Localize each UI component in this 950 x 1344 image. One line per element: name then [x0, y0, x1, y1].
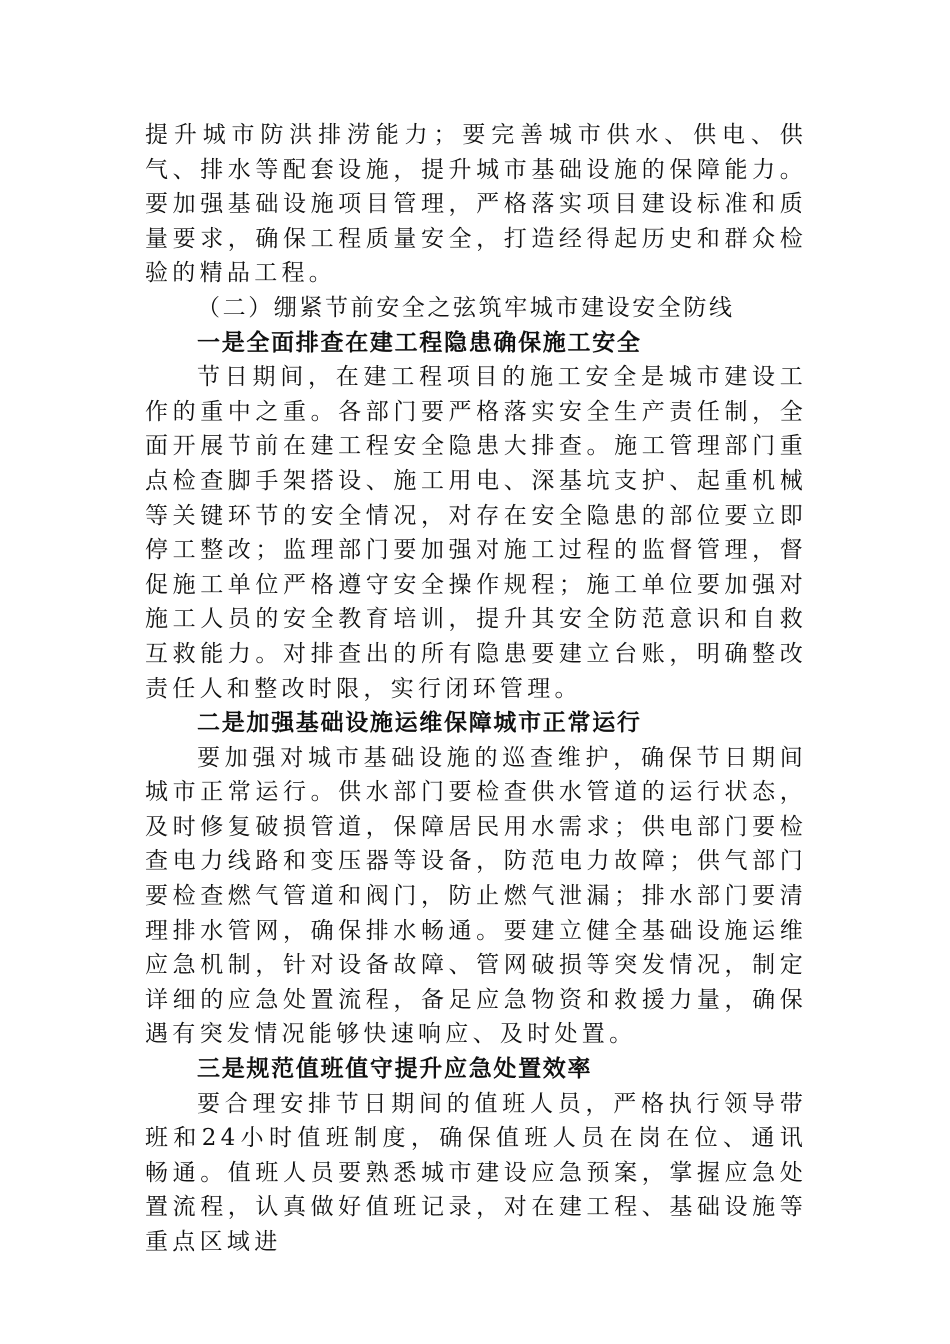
body-paragraph-continued: 提升城市防洪排涝能力；要完善城市供水、供电、供气、排水等配套设施，提升城市基础设施的保障能力。要加强基础设施项目管理，严格落实项目建设标准和质量要求，确保工程质量安全，打造经得起历史和群众检验的精品工程。: [145, 122, 807, 287]
section-heading: （二）绷紧节前安全之弦筑牢城市建设安全防线: [197, 294, 735, 321]
document-body: [145, 118, 807, 1260]
body-paragraph-infrastructure: 要加强对城市基础设施的巡查维护，确保节日期间城市正常运行。供水部门要检查供水管道的运行状态，及时修复破损管道，保障居民用水需求；供电部门要检查电力线路和变压器等设备，防范电力故障；供气部门要检查燃气管道和阀门，防止燃气泄漏；排水部门要清理排水管网，确保排水畅通。要建立健全基础设施运维应急机制，针对设备故障、管网破损等突发情况，制定详细的应急处置流程，备足应急物资和救援力量，确保遇有突发情况能够快速响应、及时处置。: [145, 744, 807, 1048]
subheading-duty: 三是规范值班值守提升应急处置效率: [197, 1056, 593, 1083]
body-paragraph-duty: 要合理安排节日期间的值班人员，严格执行领导带班和24小时值班制度，确保值班人员在岗在位、通讯畅通。值班人员要熟悉城市建设应急预案，掌握应急处置流程，认真做好值班记录，对在建工程、基础设施等重点区域进: [145, 1090, 807, 1255]
subheading-infrastructure: 二是加强基础设施运维保障城市正常运行: [197, 710, 642, 737]
subheading-inspection: 一是全面排查在建工程隐患确保施工安全: [197, 329, 642, 356]
body-paragraph-inspection: 节日期间，在建工程项目的施工安全是城市建设工作的重中之重。各部门要严格落实安全生产责任制，全面开展节前在建工程安全隐患大排查。施工管理部门重点检查脚手架搭设、施工用电、深基坑支护、起重机械等关键环节的安全情况，对存在安全隐患的部位要立即停工整改；监理部门要加强对施工过程的监督管理，督促施工单位严格遵守安全操作规程；施工单位要加强对施工人员的安全教育培训，提升其安全防范意识和自救互救能力。对排查出的所有隐患要建立台账，明确整改责任人和整改时限，实行闭环管理。: [145, 364, 807, 702]
